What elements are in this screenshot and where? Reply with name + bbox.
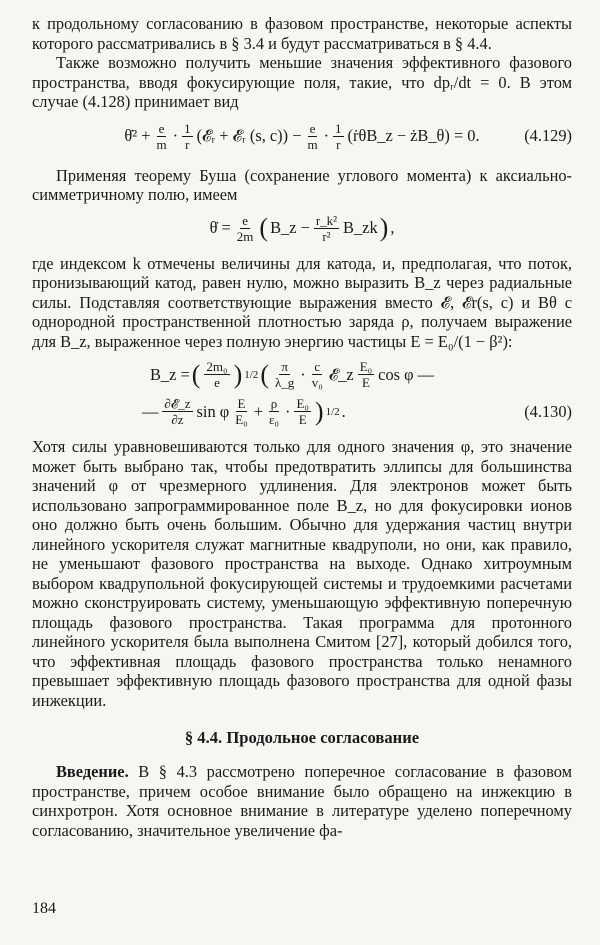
eq4130-frac-e0-e: $\frac{\text{E₀}}{E}$ [359,359,373,390]
eq4129-frac-e-m: $\frac{e}{m}$ [156,120,167,152]
eq4130-frac-e-e0: $\frac{E}{\text{E₀}}$ [235,396,248,427]
paragraph-2: Также возможно получить меньшие значения эффективного фазового пространства, вводя фокусирующие поля, такие, что dpᵣ/dt = 0. В этом случае (4.128) принимает вид [32,53,572,111]
eq4130-frac-e0-e-2: $\frac{\text{E₀}}{E}$ [296,396,309,427]
eq4130-line-1: B_z = ( $\frac{\text{2m₀}}{e}$ ) 1/2 ( $\frac{\pi}{\lambda\_g}$ · $\frac{c}{\text{v₀}}$ 𝓔_z $\frac{\text{E₀}}{E}$ cos φ — [150,359,435,390]
eq4130-frac-pi-lambda: $\frac{\pi}{\lambda\_g}$ [274,359,295,390]
eq4130-frac-2m0-e: $\frac{\text{2m₀}}{e}$ [206,359,228,390]
eq4130-frac-rho-eps0: $\frac{\rho}{\text{ε₀}}$ [268,396,279,427]
eq4129-frac-1-r: $\frac{1}{r}$ [184,120,191,152]
eq4130-line-2: — $\frac{\text{∂𝓔\_z}}{\partial z}$ sin φ $\frac{E}{\text{E₀}}$ + $\frac{\rho}{\text{ε₀}}$ · $\frac{\text{E₀}}{E}$ ) 1/2 . (4.130) [142,396,572,427]
equation-number: (4.129) [524,126,572,145]
eq4129-frac-1-r-2: $\frac{1}{r}$ [335,120,342,152]
equation-4-129: θ̇² + $\frac{e}{m}$ · $\frac{1}{r}$ (𝓔ᵣ + 𝓔ᵣ (s, c)) − $\frac{e}{m}$ · $\frac{1}{r}$ (ṙθB_z − żB_θ) = 0. (4.129) [124,120,572,152]
equation-4-130 [32,359,572,427]
busch-frac-e-2m: $\frac{e}{2m}$ [236,212,254,244]
busch-frac-rk-r: $\frac{\text{r\_k²}}{\text{r²}}$ [315,212,338,244]
equation-busch: θ̇ = $\frac{e}{2m}$ ( B_z − $\frac{\text{r\_k²}}{\text{r²}}$ B_zk ) , [209,212,395,244]
paragraph-6 [32,762,572,840]
paragraph-5: Хотя силы уравновешиваются только для одного значения φ, это значение может быть выбрано так, чтобы предотвратить эллипсы для большинства значений φ от чрезмерного удлинения. Для электронов может быть использовано запрограммированное поле B_z, но для фокусировки ионов оно должно быть очень большим. Обычно для удержания частиц внутри линейного ускорителя служат магнитные квадруполи, но они, как правило, не уменьшают фазового пространства на выходе. Однако хитроумным выбором квадрупольной фокусирующей системы и трудоемкими расчетами можно сконструировать систему, уменьшающую эффективную поперечную площадь фазового пространства. Такая программа для протонного линейного ускорителя была выполнена Смитом [27], который добился того, что эффективная площадь фазового пространства только ненамного превышает эффективную площадь фазового пространства для одной фазы инжекции. [32,437,572,710]
equation-number: (4.130) [524,401,572,421]
paragraph-6-text: В § 4.3 рассмотрено поперечное согласование в фазовом пространстве, причем особое внимание было обращено на инжекцию в синхротрон. Хотя основное внимание в литературе уделено поперечному согласованию, значительное увеличение фа- [32,762,572,840]
paragraph-3: Применяя теорему Буша (сохранение углового момента) к аксиально-симметричному полю, имеем [32,165,572,204]
paragraph-6-lead: Введение. [56,762,129,781]
section-heading: § 4.4. Продольное согласование [184,728,420,747]
eq4130-frac-c-v0: $\frac{c}{\text{v₀}}$ [311,359,323,390]
paragraph-1: к продольному согласованию в фазовом пространстве, некоторые аспекты которого рассматривались в § 3.4 и будут рассматриваться в § 4.4. [32,14,572,53]
paragraph-4: где индексом k отмечены величины для катода, и, предполагая, что поток, пронизывающий катод, равен нулю, можно выразить B_z через радиальные силы. Подставляя соответствующие выражения вместо 𝓔, 𝓔r(s, c) и Bθ с однородной пространственной плотностью заряда ρ, получаем выражение для B_z, выраженное через полную энергию частицы E = E₀/(1 − β²): [32,253,572,351]
eq4130-frac-dez-dz: $\frac{\text{∂𝓔\_z}}{\partial z}$ [164,396,191,427]
page-number: 184 [32,900,56,917]
eq4129-frac-e-m-2: $\frac{e}{m}$ [307,120,318,152]
eq4129-mid: (𝓔ᵣ + 𝓔ᵣ (s, c)) − [196,126,302,145]
eq4129-rhs: (ṙθB_z − żB_θ) = 0. [347,126,480,145]
eq4129-lhs: θ̇² + [124,126,151,145]
